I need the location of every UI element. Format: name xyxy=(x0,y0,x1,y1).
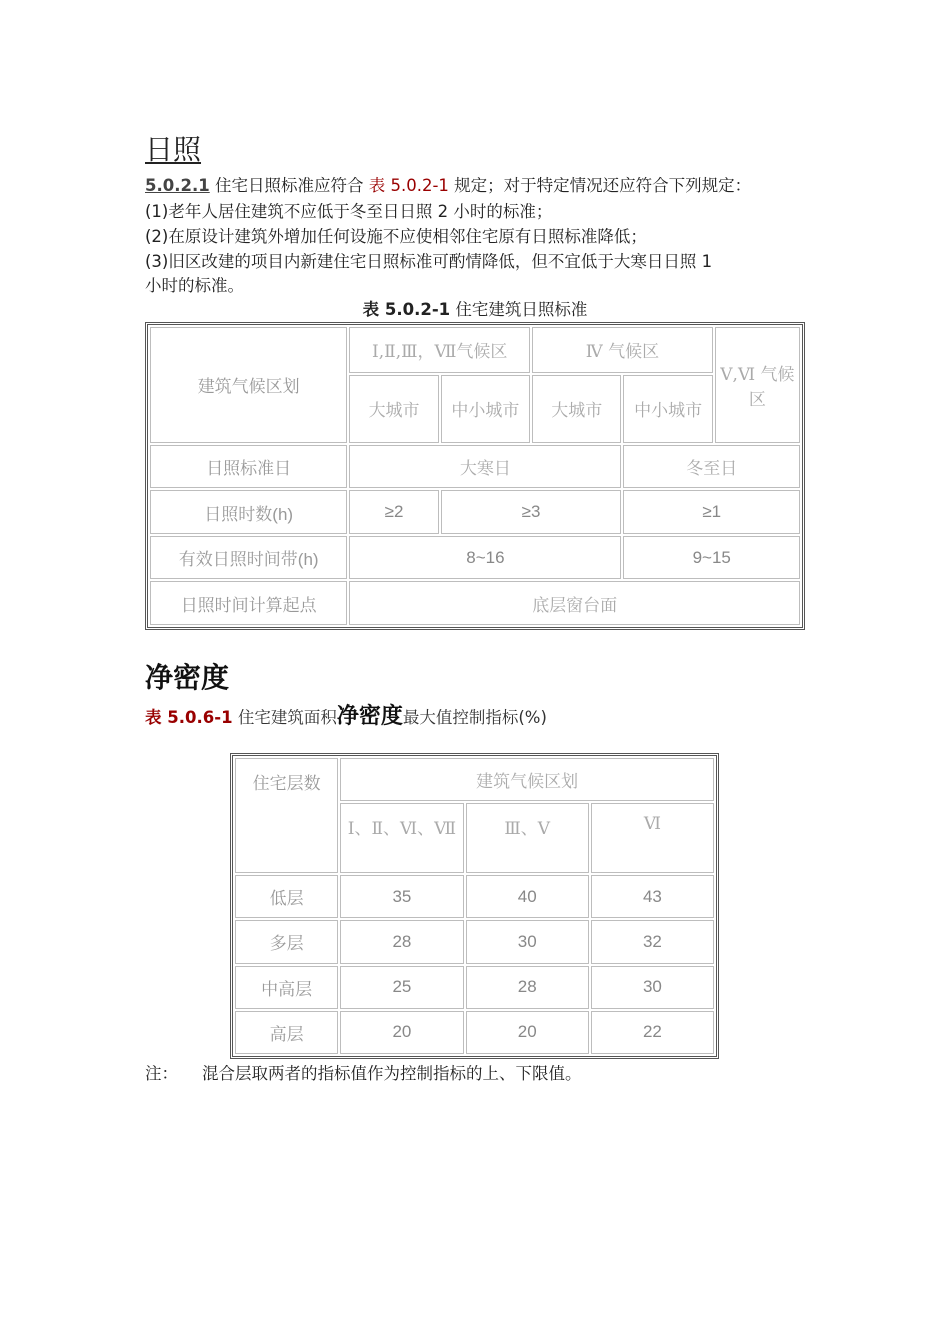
list-item: (2)在原设计建筑外增加任何设施不应使相邻住宅原有日照标准降低； xyxy=(145,227,647,246)
subtitle-keyword: 净密度 xyxy=(336,704,403,729)
clause-ref-link[interactable]: 5.0.2.1 xyxy=(145,176,210,195)
cell-value: 22 xyxy=(591,1011,714,1054)
header-climate-zone: 建筑气候区划 xyxy=(150,327,347,443)
cell-time-band: 9~15 xyxy=(623,536,800,580)
cell-standard-day: 冬至日 xyxy=(623,445,800,489)
row-label: 中高层 xyxy=(235,966,338,1009)
table-caption xyxy=(145,298,805,322)
header-city-small: 中小城市 xyxy=(441,375,530,443)
cell-hours: ≥2 xyxy=(349,490,438,534)
cell-value: 28 xyxy=(340,920,463,963)
table-ref-link[interactable]: 表 5.0.6-1 xyxy=(145,708,233,727)
cell-value: 28 xyxy=(466,966,589,1009)
row-label: 低层 xyxy=(235,875,338,918)
list-item: (3)旧区改建的项目内新建住宅日照标准可酌情降低，但不宜低于大寒日日照 1 xyxy=(145,252,713,271)
table-row xyxy=(235,1011,714,1054)
net-density-table xyxy=(230,753,719,1059)
header-zone-c: Ⅴ,Ⅵ 气候区 xyxy=(715,327,800,443)
cell-value: 43 xyxy=(591,875,714,918)
row-label: 高层 xyxy=(235,1011,338,1054)
clause-text-1: 住宅日照标准应符合 xyxy=(214,176,364,195)
row-label-time-band: 有效日照时间带(h) xyxy=(150,536,347,580)
cell-standard-day: 大寒日 xyxy=(349,445,621,489)
cell-value: 35 xyxy=(340,875,463,918)
row-label-hours: 日照时数(h) xyxy=(150,490,347,534)
subtitle-text-1: 住宅建筑面积 xyxy=(237,708,337,727)
sunlight-standard-table xyxy=(145,322,805,630)
note-text: 混合层取两者的指标值作为控制指标的上、下限值。 xyxy=(202,1064,582,1083)
header-climate-zone: 建筑气候区划 xyxy=(340,758,714,801)
section-heading-sunlight: 日照 xyxy=(145,133,202,166)
cell-hours: ≥1 xyxy=(623,490,800,534)
row-label-start-point: 日照时间计算起点 xyxy=(150,581,347,625)
header-floors: 住宅层数 xyxy=(235,758,338,873)
row-label-standard-day: 日照标准日 xyxy=(150,445,347,489)
header-zone: Ⅲ、Ⅴ xyxy=(466,803,589,873)
subtitle-text-2: 最大值控制指标(%) xyxy=(402,708,547,727)
table-row xyxy=(235,920,714,963)
header-zone-b: Ⅳ 气候区 xyxy=(532,327,713,373)
density-subtitle xyxy=(145,704,547,731)
caption-id: 表 5.0.2-1 xyxy=(362,300,451,319)
note-label: 注： xyxy=(145,1064,178,1083)
cell-start-point: 底层窗台面 xyxy=(349,581,800,625)
caption-title: 住宅建筑日照标准 xyxy=(455,300,588,319)
table-row xyxy=(235,875,714,918)
cell-value: 32 xyxy=(591,920,714,963)
cell-value: 25 xyxy=(340,966,463,1009)
header-zone: Ⅰ、Ⅱ、Ⅵ、Ⅶ xyxy=(340,803,463,873)
row-label: 多层 xyxy=(235,920,338,963)
cell-time-band: 8~16 xyxy=(349,536,621,580)
cell-value: 30 xyxy=(466,920,589,963)
clause-text-2: 规定；对于特定情况还应符合下列规定： xyxy=(454,176,752,195)
header-city-large: 大城市 xyxy=(349,375,438,443)
cell-value: 20 xyxy=(340,1011,463,1054)
cell-value: 20 xyxy=(466,1011,589,1054)
table-note xyxy=(145,1062,582,1086)
list-item: 小时的标准。 xyxy=(145,276,244,295)
header-city-large: 大城市 xyxy=(532,375,621,443)
table-row xyxy=(235,966,714,1009)
section-heading-net-density: 净密度 xyxy=(145,661,230,694)
cell-value: 30 xyxy=(591,966,714,1009)
header-city-small: 中小城市 xyxy=(623,375,712,443)
list-item: (1)老年人居住建筑不应低于冬至日日照 2 小时的标准； xyxy=(145,202,553,221)
header-zone: Ⅵ xyxy=(591,803,714,873)
clause-paragraph xyxy=(145,174,810,198)
cell-hours: ≥3 xyxy=(441,490,622,534)
cell-value: 40 xyxy=(466,875,589,918)
table-ref-link[interactable]: 表 5.0.2-1 xyxy=(368,176,449,195)
header-zone-a: Ⅰ,Ⅱ,Ⅲ，Ⅶ气候区 xyxy=(349,327,530,373)
